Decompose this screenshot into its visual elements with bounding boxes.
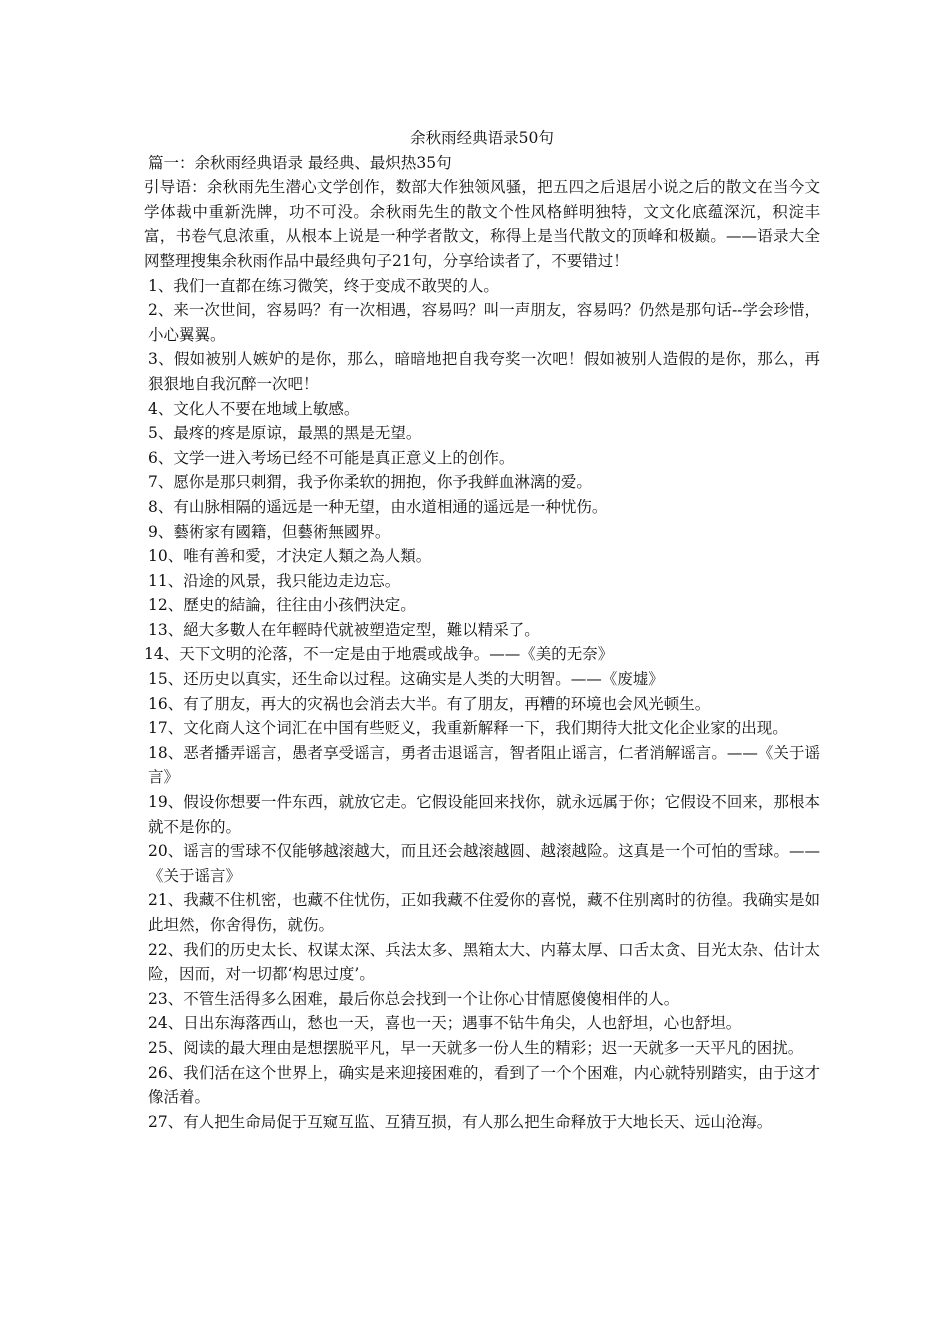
quote-paragraph: 5、最疼的疼是原谅，最黑的黑是无望。 bbox=[148, 424, 422, 443]
quote-paragraph: 8、有山脉相隔的遥远是一种无望，由水道相通的遥远是一种忧伤。 bbox=[148, 497, 608, 516]
quote-paragraph: 11、沿途的风景，我只能边走边忘。 bbox=[148, 571, 401, 590]
quote-paragraph: 23、不管生活得多么困难，最后你总会找到一个让你心甘情愿傻傻相伴的人。 bbox=[148, 989, 680, 1008]
quote-paragraph: 9、藝術家有國籍，但藝術無國界。 bbox=[148, 522, 391, 541]
quote-paragraph: 24、日出东海落西山，愁也一天，喜也一天；遇事不钻牛角尖，人也舒坦，心也舒坦。 bbox=[148, 1014, 742, 1033]
quote-paragraph: 25、阅读的最大理由是想摆脱平凡，早一天就多一份人生的精彩；迟一天就多一天平凡的困扰。 bbox=[148, 1038, 804, 1057]
section-heading: 篇一：余秋雨经典语录 最经典、最炽热35句 bbox=[148, 153, 452, 172]
quote-paragraph: 27、有人把生命局促于互窥互监、互猜互损，有人那么把生命释放于大地长天、远山沧海。 bbox=[148, 1112, 773, 1131]
quote-list bbox=[144, 274, 820, 1135]
quote-paragraph: 18、恶者播弄谣言，愚者享受谣言，勇者击退谣言，智者阻止谣言，仁者消解谣言。——《关于谣言》 bbox=[148, 743, 820, 787]
quote-paragraph: 26、我们活在这个世界上，确实是来迎接困难的，看到了一个个困难，内心就特别踏实，由于这才像活着。 bbox=[148, 1063, 820, 1107]
document-body bbox=[144, 126, 820, 1134]
quote-paragraph: 17、文化商人这个词汇在中国有些贬义，我重新解释一下，我们期待大批文化企业家的出现。 bbox=[148, 719, 788, 738]
quote-paragraph: 4、文化人不要在地域上敏感。 bbox=[148, 399, 360, 418]
quote-paragraph: 1、我们一直都在练习微笑，终于变成不敢哭的人。 bbox=[148, 276, 499, 295]
intro-paragraph: 引导语：余秋雨先生潜心文学创作，数部大作独领风骚，把五四之后退居小说之后的散文在当今文学体裁中重新洗牌，功不可没。余秋雨先生的散文个性风格鲜明独特，文文化底蕴深沉，积淀丰富，书卷气息浓重，从根本上说是一种学者散文，称得上是当代散文的顶峰和极巅。——语录大全网整理搜集余秋雨作品中最经典句子21句，分享给读者了，不要错过！ bbox=[144, 178, 820, 270]
quote-paragraph: 10、唯有善和愛，才決定人類之為人類。 bbox=[148, 547, 432, 566]
quote-paragraph: 7、愿你是那只刺猬，我予你柔软的拥抱，你予我鲜血淋漓的爱。 bbox=[148, 473, 592, 492]
quote-paragraph: 3、假如被别人嫉妒的是你，那么，暗暗地把自我夸奖一次吧！假如被别人造假的是你，那么，再狠狠地自我沉醉一次吧！ bbox=[148, 350, 820, 393]
quote-paragraph: 6、文学一进入考场已经不可能是真正意义上的创作。 bbox=[148, 448, 515, 467]
quote-paragraph: 19、假设你想要一件东西，就放它走。它假设能回来找你，就永远属于你；它假设不回来，那根本就不是你的。 bbox=[148, 793, 820, 836]
quote-paragraph: 21、我藏不住机密，也藏不住忧伤，正如我藏不住爱你的喜悦，藏不住别离时的彷徨。我确实是如此坦然，你舍得伤，就伤。 bbox=[148, 891, 820, 934]
quote-paragraph: 20、谣言的雪球不仅能够越滚越大，而且还会越滚越圆、越滚越险。这真是一个可怕的雪球。——《关于谣言》 bbox=[148, 842, 820, 885]
quote-paragraph: 16、有了朋友，再大的灾祸也会消去大半。有了朋友，再糟的环境也会风光顿生。 bbox=[148, 694, 711, 713]
quote-paragraph: 14、天下文明的沦落，不一定是由于地震或战争。——《美的无奈》 bbox=[144, 645, 614, 664]
quote-paragraph: 22、我们的历史太长、权谋太深、兵法太多、黑箱太大、内幕太厚、口舌太贪、目光太杂、估计太险，因而，对一切都‘构思过度’。 bbox=[148, 940, 820, 984]
quote-paragraph: 2、来一次世间，容易吗？有一次相遇，容易吗？叫一声朋友，容易吗？仍然是那句话--学会珍惜，小心翼翼。 bbox=[148, 301, 820, 344]
quote-paragraph: 15、还历史以真实，还生命以过程。这确实是人类的大明智。——《废墟》 bbox=[148, 670, 664, 689]
document-title: 余秋雨经典语录50句 bbox=[410, 129, 554, 147]
quote-paragraph: 13、絕大多數人在年輕時代就被塑造定型，難以精采了。 bbox=[148, 620, 540, 639]
quote-paragraph: 12、歷史的結論，往往由小孩們決定。 bbox=[148, 596, 416, 615]
